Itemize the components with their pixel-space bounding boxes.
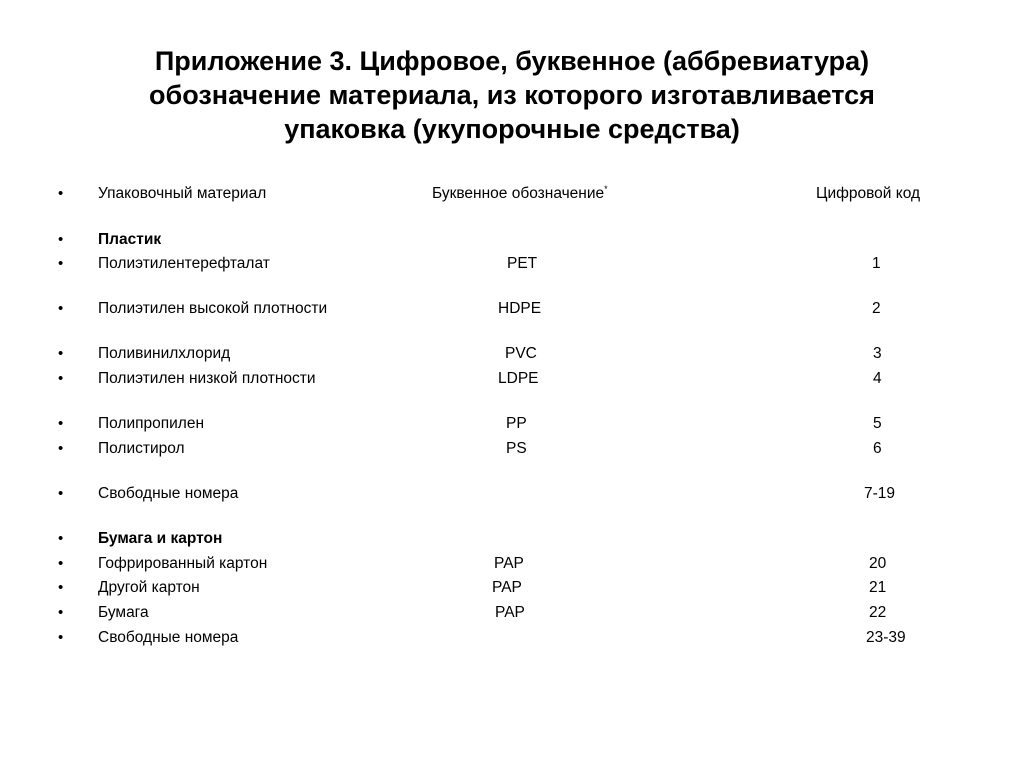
table-row	[0, 299, 1024, 319]
code-cell: 1	[872, 255, 881, 272]
header-code: Цифровой код	[816, 185, 921, 202]
bullet: •	[58, 415, 64, 432]
table-row	[0, 484, 1024, 504]
title-line-2: обозначение материала, из которого изготавливается	[149, 80, 875, 110]
table-row	[0, 628, 1024, 648]
title-line-1: Приложение 3. Цифровое, буквенное (аббревиатура)	[154, 46, 870, 76]
code-cell: 6	[873, 440, 882, 457]
code-cell: 7-19	[864, 485, 896, 502]
code-cell: 22	[869, 604, 887, 621]
abbr-cell: HDPE	[498, 300, 542, 317]
table-header-row	[0, 184, 1024, 204]
material-cell: Полипропилен	[98, 415, 205, 432]
bullet: •	[58, 300, 64, 317]
material-cell: Бумага	[98, 604, 149, 621]
abbr-cell: PP	[506, 415, 527, 432]
abbr-cell: PAP	[495, 604, 525, 621]
abbr-cell: PET	[507, 255, 538, 272]
bullet: •	[58, 370, 64, 387]
header-abbr	[432, 184, 608, 204]
bullet: •	[58, 555, 64, 572]
bullet: •	[58, 185, 64, 202]
table-row	[0, 369, 1024, 389]
material-cell: Полиэтилен низкой плотности	[98, 370, 316, 387]
title-line-3: упаковка (укупорочные средства)	[284, 114, 740, 144]
abbr-cell: PAP	[492, 579, 522, 596]
bullet: •	[58, 629, 64, 646]
abbr-cell: PAP	[494, 555, 524, 572]
code-cell: 3	[873, 345, 882, 362]
abbr-cell: PS	[506, 440, 527, 457]
material-cell: Свободные номера	[98, 485, 239, 502]
abbr-cell: LDPE	[498, 370, 539, 387]
header-abbr-label: Буквенное обозначение	[432, 185, 605, 202]
code-cell: 2	[872, 300, 881, 317]
section-heading-label: Пластик	[98, 231, 162, 248]
table-row	[0, 578, 1024, 598]
bullet: •	[58, 604, 64, 621]
table-row	[0, 414, 1024, 434]
code-cell: 21	[869, 579, 887, 596]
section-heading-label: Бумага и картон	[98, 530, 223, 547]
material-cell: Полистирол	[98, 440, 185, 457]
bullet: •	[58, 231, 64, 248]
table-row	[0, 603, 1024, 623]
table-row	[0, 554, 1024, 574]
page-title	[0, 44, 1024, 146]
bullet: •	[58, 530, 64, 547]
code-cell: 5	[873, 415, 882, 432]
bullet: •	[58, 345, 64, 362]
section-heading-paper	[0, 529, 1024, 549]
table-row	[0, 439, 1024, 459]
material-cell: Полиэтилен высокой плотности	[98, 300, 328, 317]
material-cell: Полиэтилентерефталат	[98, 255, 270, 272]
bullet: •	[58, 485, 64, 502]
bullet: •	[58, 255, 64, 272]
code-cell: 23-39	[866, 629, 906, 646]
table-row	[0, 344, 1024, 364]
material-cell: Другой картон	[98, 579, 200, 596]
section-heading-plastic	[0, 230, 1024, 250]
material-cell: Свободные номера	[98, 629, 239, 646]
material-cell: Поливинилхлорид	[98, 345, 231, 362]
code-cell: 20	[869, 555, 887, 572]
table-row	[0, 254, 1024, 274]
footnote-mark: *	[604, 183, 608, 194]
code-cell: 4	[873, 370, 882, 387]
bullet: •	[58, 440, 64, 457]
material-cell: Гофрированный картон	[98, 555, 268, 572]
abbr-cell: PVC	[505, 345, 537, 362]
bullet: •	[58, 579, 64, 596]
header-material: Упаковочный материал	[98, 185, 267, 202]
